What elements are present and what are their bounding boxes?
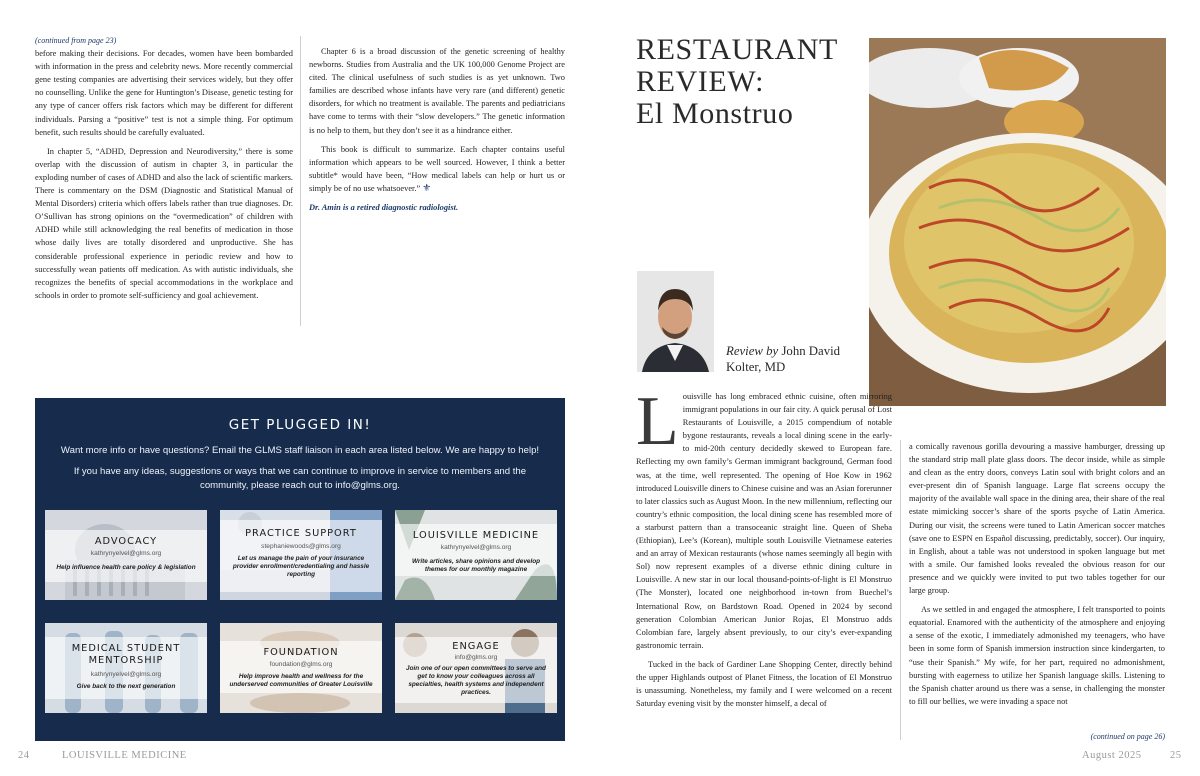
continued-from-note: (continued from page 23)	[35, 36, 117, 45]
right-folio-date: August 2025	[1082, 750, 1142, 761]
engage-card[interactable]	[395, 623, 557, 713]
right-column-rule	[900, 440, 901, 740]
left-col1-para-2: In chapter 5, “ADHD, Depression and Neurodiversity,” there is some overlap with the discussion of autism in chapter 3, in particular the exploding number of cases of ADHD and also the lack of scientific markers. There is commentary on the DSM (Diagnostic and Statistical Manual of Mental Disorders) criteria which offers labels rather than true diagnoses. Dr. O’Sullivan has strong opinions on the “overmedication” of children with ADHD while still acknowledging the real benefits of medication in those whose daily lives are totally disordered and unproductive. She has considerable professional experience in periodic review and how to successfully wean patients off medication. As with autistic individuals, she recognizes the benefits of special accommodations in the workplace and schools in order to promote self-sufficiency and goal achievement.	[35, 146, 293, 300]
author-note: Dr. Amin is a retired diagnostic radiologist.	[309, 203, 459, 213]
byline-prefix: Review by	[726, 344, 779, 358]
title-line-3: El Monstruo	[636, 97, 794, 130]
right-col2-para-1: a comically ravenous gorilla devouring a massive hamburger, dressing up the standard strip mall plate glass doors. The decor inside, while as simple and clean as the entry doors, conveys Latin soul with bright colors and an ever-present din of Spanish language. Large flat screens occupy the majority of the available wall space in the dining area, their share of the real estate mimicking soccer’s share of the sports psyche of Latin America. During our visit, the screens were tuned to Latin American soccer matches (save one to ESPN en Español discussing, predictably, soccer). Our inquiry, in English, about a table was not understood in spoken language but met with a smile. Our famished looks revealed the obvious reason for our presence and we quickly were invited to put two tables together for our large group.	[909, 442, 1165, 596]
practice-support-desc: Let us manage the pain of your insurance provider enrollment/credentialing and hassle reporting	[232, 555, 370, 578]
engage-title: ENGAGE	[452, 641, 500, 652]
plugged-line-2: If you have any ideas, suggestions or ways that we can continue to improve in service to members and the community, please reach out to info@glms.org.	[73, 466, 527, 491]
engage-email[interactable]: info@glms.org	[454, 654, 498, 661]
right-col1-para-2: Tucked in the back of Gardiner Lane Shopping Center, directly behind the upper Highlands outpost of Planet Fitness, the location of El Monstruo is unassuming. Nonetheless, my family and I were welcomed on a recent Saturday evening visit by the monster himself, a decal of	[636, 659, 892, 709]
drop-cap: L	[636, 383, 679, 460]
left-folio-title: LOUISVILLE MEDICINE	[62, 750, 187, 761]
advocacy-title: ADVOCACY	[94, 536, 158, 547]
louisville-medicine-card[interactable]	[395, 510, 557, 600]
left-column-1	[35, 34, 293, 302]
engage-desc: Join one of our open committees to serve and get to know your colleagues across all specialties, health systems and independent practices.	[406, 665, 546, 696]
left-col2-para-2-text: This book is difficult to summarize. Each chapter contains useful information which appears to be well sourced. However, I think a better subtitle* would have been, “How medical labels can help or hurt us or simply be of no use whatsoever.”	[309, 144, 565, 193]
byline-name-1: John David	[781, 344, 841, 358]
foundation-title: FOUNDATION	[263, 647, 339, 658]
foundation-desc: Help improve health and wellness for the underserved communities of Greater Louisville	[229, 673, 373, 688]
continued-on-note: (continued on page 26)	[1090, 732, 1165, 741]
medical-student-mentorship-title: MEDICAL STUDENT MENTORSHIP	[71, 643, 181, 666]
right-column-2	[909, 440, 1165, 708]
fleur-de-lis-icon: ⚜	[422, 182, 432, 194]
left-col2-para-1: Chapter 6 is a broad discussion of the genetic screening of healthy newborns. Studies from Australia and the UK 100,000 Genome Project are cited. The clinical usefulness of such studies is as yet unknown. Two families are described whose infants have very rare (and different) genetic disorders, for which no treatment is available. The parents and pediatricians have come to terms with their “slow developers.” The genetic information is no help to them, but they don’t see it as a hindrance either.	[309, 47, 565, 135]
title-line-2: REVIEW:	[636, 65, 765, 98]
right-col2-para-2: As we settled in and engaged the atmosphere, I felt transported to points equatorial. Enamored with the authenticity of the atmosphere and enjoying a sense of the exotic, I immediately admonished my teenagers, who have been in some form of Spanish immersion instruction since kindergarten, to “use their Spanish.” My wife, for her part, required no admonishment, bursting with eagerness to utilize her Spanish language skills. Listening to the Spanish chatter around us there was a sense, in challenging the monster to fill our bellies, we were invading a space not	[909, 605, 1165, 706]
title-line-1: RESTAURANT	[636, 33, 838, 66]
author-portrait	[637, 271, 714, 372]
article-title	[636, 34, 838, 130]
practice-support-title: PRACTICE SUPPORT	[245, 528, 357, 539]
medical-student-mentorship-card[interactable]	[45, 623, 207, 713]
foundation-card[interactable]	[220, 623, 382, 713]
plugged-title: GET PLUGGED IN!	[228, 417, 372, 433]
advocacy-email[interactable]: kathrynyelvel@glms.org	[90, 550, 162, 557]
louisville-medicine-email[interactable]: kathrynyelvel@glms.org	[440, 544, 512, 551]
right-col1-para-1-text: ouisville has long embraced ethnic cuisine, often mirroring immigrant populations in our fair city. A quick perusal of Lost Restaurants of Louisville, a 2015 compendium of notable bygone restaurants, reveals a local dining scene in the early- to mid-20th century decidedly skewed to European fare. Reflecting my own family’s German immigrant background, German food was, at the time, well represented. The opening of Hoe Kow in 1962 introduced Louisville diners to Chinese cuisine and was an Asian forerunner to later classics such as August Moon. In the new millennium, reflecting our country’s ethnic composition, the local dining scene has resembled more of a starburst pattern than a transoceanic straight line. Queen of Sheba (Ethiopian), Lee’s (Korean), multiple south Louisville Vietnamese eateries and an array of Mexican restaurants (whose names seemingly all begin with Sol) now represent examples of a diverse ethnic dining culture in Louisville. A new star in our local thousand-points-of-light is El Monstruo (The Monster), located one neighborhood in-town from Buechel’s International Row, on Bardstown Road. Opened in 2024 by second generation Colombian American Junior Rojas, El Monstruo adds Colombian fare, largely absent previously, to our city’s ever-expanding gastronomic terrain.	[636, 392, 892, 650]
practice-support-email[interactable]: stephaniewoods@glms.org	[261, 543, 341, 550]
food-photo	[869, 38, 1166, 406]
advocacy-desc: Help influence health care policy & legislation	[56, 564, 196, 571]
right-column-1	[636, 383, 892, 710]
practice-support-card[interactable]	[220, 510, 382, 600]
medical-student-mentorship-email[interactable]: kathrynyelvel@glms.org	[90, 671, 162, 678]
medical-student-mentorship-desc: Give back to the next generation	[76, 683, 176, 690]
byline-name-2: Kolter, MD	[726, 360, 786, 374]
byline	[726, 343, 840, 375]
column-rule	[300, 36, 301, 326]
louisville-medicine-desc: Write articles, share opinions and develop themes for our monthly magazine	[411, 558, 541, 573]
louisville-medicine-title: LOUISVILLE MEDICINE	[412, 530, 540, 541]
plugged-line-1: Want more info or have questions? Email the GLMS staff liaison in each area listed below. We are happy to help!	[60, 445, 540, 456]
foundation-email[interactable]: foundation@glms.org	[269, 661, 333, 668]
left-col1-para-1: before making their decisions. For decades, women have been bombarded with information in the press and celebrity news. More recently commercial gene testing companies are advertising their services widely, but they offer no counselling. Unlike the gene for Huntington’s Disease, genetic testing for any type of cancer offers risk factors which may be different for different individuals. Parsing a “positive” test is not a simple thing. For optimum benefit, such results should be carefully evaluated.	[35, 49, 293, 137]
right-col1-para-1	[636, 383, 892, 652]
advocacy-card[interactable]	[45, 510, 207, 600]
left-folio-number: 24	[18, 750, 30, 761]
left-column-2	[309, 45, 565, 214]
right-folio-number: 25	[1170, 750, 1182, 761]
left-col2-para-2	[309, 143, 565, 195]
get-plugged-in-panel	[35, 398, 565, 741]
